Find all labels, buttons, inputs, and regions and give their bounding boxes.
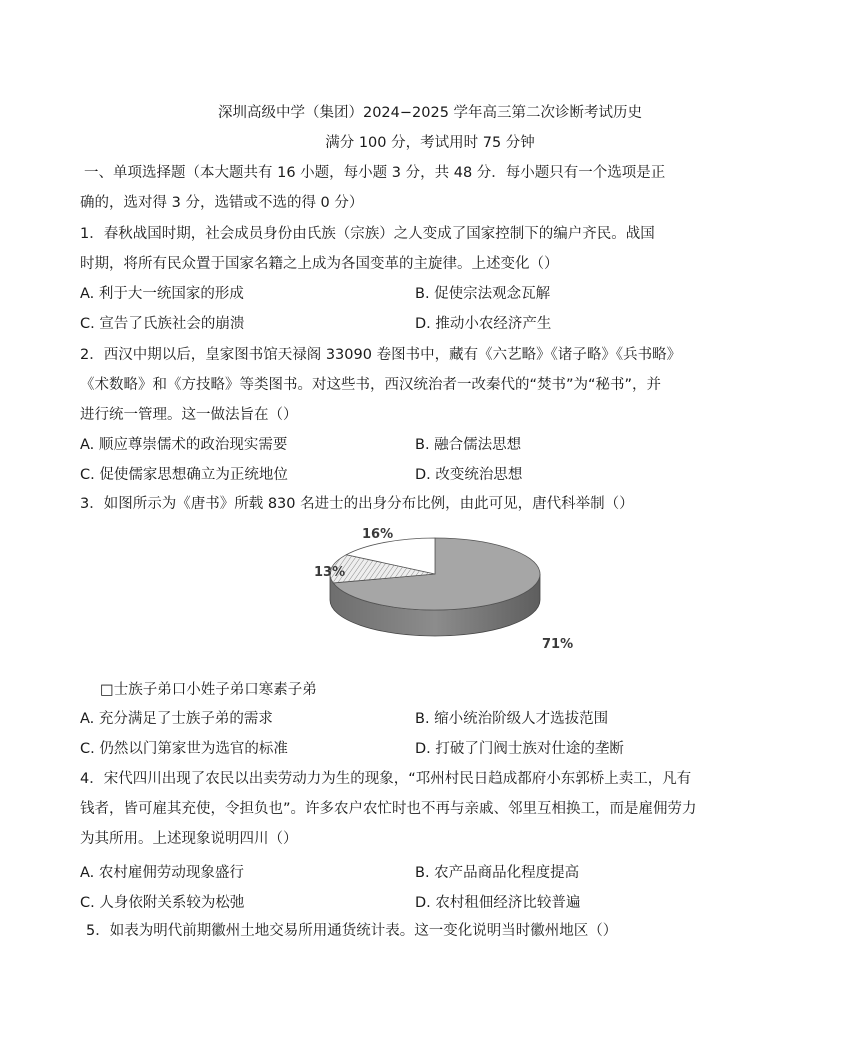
q3-option-a: A. 充分满足了士族子弟的需求 xyxy=(80,711,273,727)
q2-stem-line3: 进行统一管理。这一做法旨在（） xyxy=(80,407,298,423)
q5-stem-line1: 5．如表为明代前期徽州土地交易所用通货统计表。这一变化说明当时徽州地区（） xyxy=(86,923,618,939)
q3-chart-legend: □士族子弟口小姓子弟口寒素子弟 xyxy=(100,682,317,698)
q1-option-d: D. 推动小农经济产生 xyxy=(415,316,552,332)
q1-option-c: C. 宣告了氏族社会的崩溃 xyxy=(80,316,245,332)
q2-option-a: A. 顺应尊崇儒术的政治现实需要 xyxy=(80,437,288,453)
q4-stem-line2: 钱者，皆可雇其充使，令担负也”。许多农户农忙时也不再与亲戚、邻里互相换工，而是雇佣劳力 xyxy=(80,801,697,817)
q1-option-a: A. 利于大一统国家的形成 xyxy=(80,286,244,302)
page-subtitle: 满分 100 分，考试用时 75 分钟 xyxy=(325,135,535,151)
pie-top-slices xyxy=(330,538,540,610)
page-title: 深圳高级中学（集团）2024−2025 学年高三第二次诊断考试历史 xyxy=(217,105,643,121)
q3-option-b: B. 缩小统治阶级人才选拔范围 xyxy=(415,711,609,727)
q4-option-d: D. 农村租佃经济比较普遍 xyxy=(415,895,581,911)
pie-label-3: 16% xyxy=(362,527,394,542)
pie-chart xyxy=(314,524,574,674)
pie-label-2: 13% xyxy=(314,565,346,580)
section-heading-line2: 确的，选对得 3 分，选错或不选的得 0 分） xyxy=(80,195,364,211)
q4-stem-line3: 为其所用。上述现象说明四川（） xyxy=(80,831,298,847)
q2-option-d: D. 改变统治思想 xyxy=(415,467,523,483)
q1-stem-line1: 1．春秋战国时期，社会成员身份由氏族（宗族）之人变成了国家控制下的编户齐民。战国 xyxy=(80,226,655,242)
q2-option-c: C. 促使儒家思想确立为正统地位 xyxy=(80,467,288,483)
q2-stem-line1: 2．西汉中期以后，皇家图书馆天禄阁 33090 卷图书中，藏有《六艺略》《诸子略》《兵书略》 xyxy=(80,347,682,363)
q4-option-c: C. 人身依附关系较为松弛 xyxy=(80,895,245,911)
q4-stem-line1: 4．宋代四川出现了农民以出卖劳动力为生的现象，“邛州村民日趋成都府小东郭桥上卖工，凡有 xyxy=(80,771,692,787)
pie-label-1: 71% xyxy=(542,637,574,652)
q1-option-b: B. 促使宗法观念瓦解 xyxy=(415,286,551,302)
q4-option-b: B. 农产品商品化程度提高 xyxy=(415,865,580,881)
q1-stem-line2: 时期，将所有民众置于国家名籍之上成为各国变革的主旋律。上述变化（） xyxy=(80,256,559,272)
q4-option-a: A. 农村雇佣劳动现象盛行 xyxy=(80,865,244,881)
section-heading-line1: 一、单项选择题（本大题共有 16 小题，每小题 3 分，共 48 分．每小题只有一个选项是正 xyxy=(84,165,666,181)
q2-stem-line2: 《术数略》和《方技略》等类图书。对这些书，西汉统治者一改秦代的“焚书”为“秘书”，并 xyxy=(80,377,662,393)
q2-option-b: B. 融合儒法思想 xyxy=(415,437,522,453)
q3-stem-line1: 3．如图所示为《唐书》所载 830 名进士的出身分布比例，由此可见，唐代科举制（） xyxy=(80,496,634,512)
q3-option-d: D. 打破了门阀士族对仕途的垄断 xyxy=(415,741,624,757)
q3-option-c: C. 仍然以门第家世为选官的标准 xyxy=(80,741,288,757)
